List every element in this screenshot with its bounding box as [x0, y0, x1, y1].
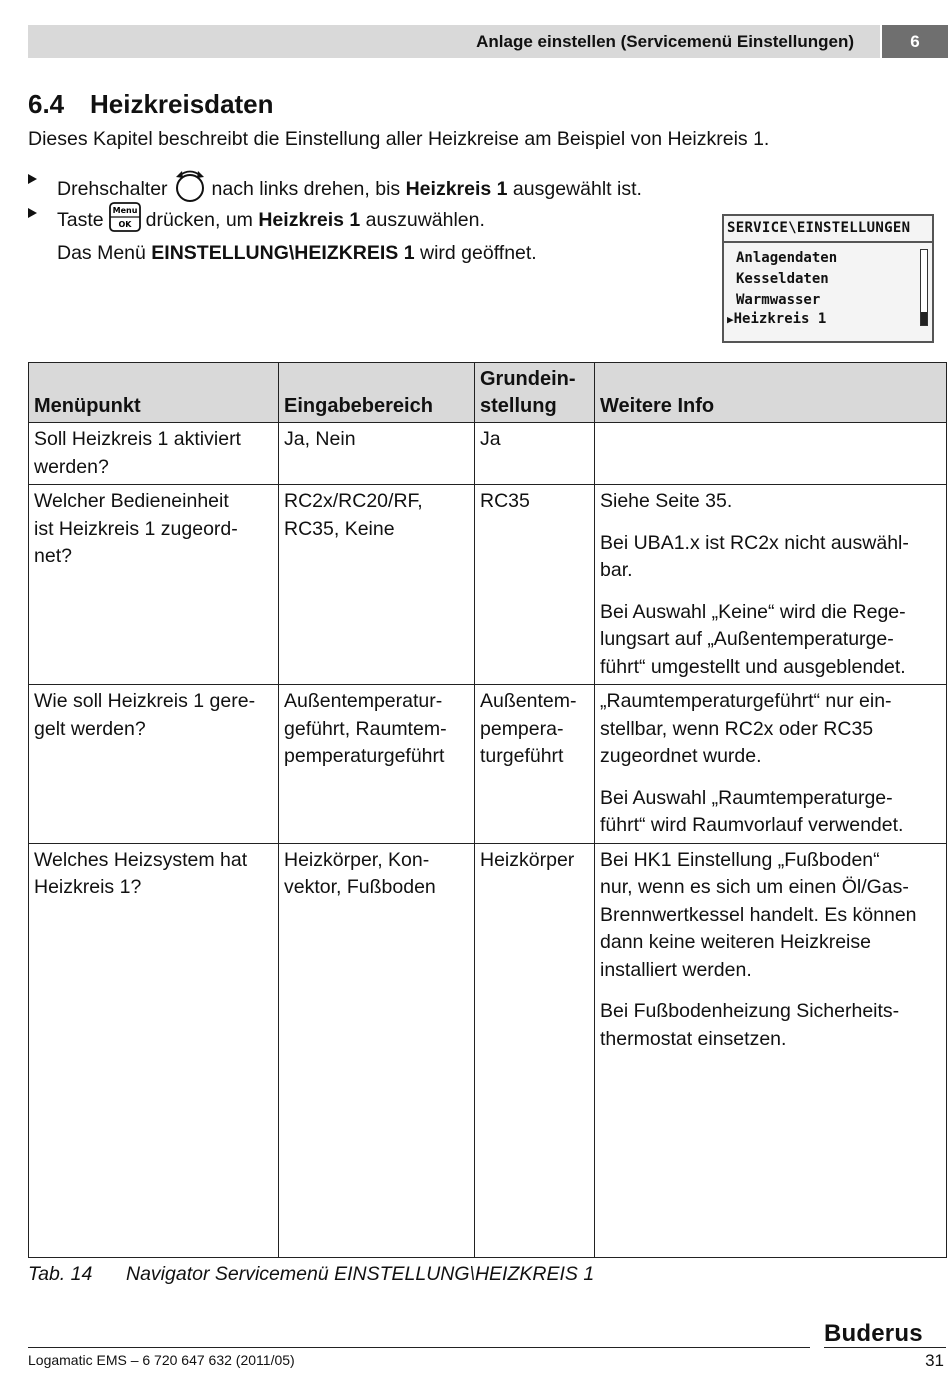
info-paragraph: Bei Auswahl „Keine“ wird die Rege- lungsart auf „Außentemperaturge- führt“ umgestellt und ausgeblendet. [600, 600, 906, 678]
column-header: Grundein- stellung [475, 363, 595, 423]
step-text: auszuwählen. [365, 209, 485, 232]
cell-menu: Welcher Bedieneinheit ist Heizkreis 1 zugeord- net? [29, 485, 279, 685]
table-caption [28, 1263, 594, 1286]
display-scrollbar-thumb [921, 312, 927, 325]
chapter-number: 6 [882, 25, 948, 58]
cell-menu: Welches Heizsystem hat Heizkreis 1? [29, 843, 279, 1258]
column-header: Eingabebereich [279, 363, 475, 423]
info-paragraph: Bei Auswahl „Raumtemperaturge- führt“ wird Raumvorlauf verwendet. [600, 786, 904, 836]
settings-table [28, 362, 947, 1258]
menu-ok-key-icon [109, 202, 141, 240]
step-text: nach links drehen, bis [211, 178, 401, 201]
cell-default: RC35 [475, 485, 595, 685]
cell-range: Ja, Nein [279, 423, 475, 485]
footer-divider [28, 1347, 810, 1348]
intro-text: Dieses Kapitel beschreibt die Einstellung aller Heizkreise am Beispiel von Heizkreis 1. [28, 128, 770, 150]
display-menu-item: Anlagendaten [736, 250, 838, 266]
section-title-text: Heizkreisdaten [90, 89, 274, 119]
cell-info [595, 485, 947, 685]
brand-logo: Buderus [824, 1320, 923, 1347]
page-number: 31 [925, 1351, 944, 1370]
column-header: Weitere Info [595, 363, 947, 423]
table-header-row [29, 363, 947, 423]
display-title: SERVICE\EINSTELLUNGEN [724, 216, 932, 243]
key-label-bottom: OK [118, 220, 132, 229]
step-bold-text: Heizkreis 1 [258, 209, 361, 232]
cell-range: Heizkörper, Kon- vektor, Fußboden [279, 843, 475, 1258]
display-menu-item-selected [727, 310, 826, 329]
footer-document-id: Logamatic EMS – 6 720 647 632 (2011/05) [28, 1352, 295, 1368]
info-paragraph: Siehe Seite 35. [600, 490, 733, 512]
display-menu-item-label: Heizkreis 1 [733, 311, 827, 327]
step-bold-text: Heizkreis 1 [405, 178, 508, 201]
cell-menu: Soll Heizkreis 1 aktiviert werden? [29, 423, 279, 485]
controller-display [722, 214, 934, 343]
table-row [29, 485, 947, 685]
header-title: Anlage einstellen (Servicemenü Einstellungen) [476, 32, 854, 51]
selection-arrow-icon: ▶ [727, 313, 734, 326]
key-label-top: Menu [112, 206, 137, 215]
section-title [28, 89, 274, 120]
step-text: Drehschalter [57, 178, 168, 201]
info-paragraph: Bei UBA1.x ist RC2x nicht auswähl- bar. [600, 531, 909, 581]
caption-text: Navigator Servicemenü EINSTELLUNG\HEIZKREIS 1 [126, 1263, 595, 1285]
cell-range: Außentemperatur- geführt, Raumtem- pemperaturgeführt [279, 685, 475, 844]
cell-range: RC2x/RC20/RF, RC35, Keine [279, 485, 475, 685]
header-bar [28, 25, 880, 58]
step-text: wird geöffnet. [420, 242, 537, 264]
table-row [29, 423, 947, 485]
cell-info [595, 843, 947, 1258]
cell-info [595, 685, 947, 844]
section-number: 6.4 [28, 89, 65, 119]
display-menu-item: Warmwasser [736, 292, 821, 308]
step-text: Taste [57, 209, 104, 232]
info-paragraph: Bei Fußbodenheizung Sicherheits- thermostat einsetzen. [600, 1000, 900, 1050]
display-menu-item: Kesseldaten [736, 271, 829, 287]
table-row [29, 685, 947, 844]
table-row [29, 843, 947, 1258]
column-header: Menüpunkt [29, 363, 279, 423]
info-paragraph: „Raumtemperaturgeführt“ nur ein- stellbar, wenn RC2x oder RC35 zugeordnet wurde. [600, 690, 892, 767]
display-scrollbar [920, 249, 928, 326]
caption-label: Tab. 14 [28, 1263, 93, 1285]
cell-info [595, 423, 947, 485]
bullet-arrow-icon [28, 174, 37, 184]
bullet-arrow-icon [28, 208, 37, 218]
info-paragraph: Bei HK1 Einstellung „Fußboden“ nur, wenn es sich um einen Öl/Gas- Brennwertkessel handelt. Es können dann keine weiteren Heizkreise installiert werden. [600, 848, 917, 981]
step-bold-text: EINSTELLUNG\HEIZKREIS 1 [151, 242, 415, 264]
cell-default: Heizkörper [475, 843, 595, 1258]
step-text: ausgewählt ist. [512, 178, 642, 201]
cell-default: Ja [475, 423, 595, 485]
footer-divider [824, 1347, 946, 1348]
cell-default: Außentem- pempera- turgeführt [475, 685, 595, 844]
step-text: Das Menü [57, 242, 146, 264]
instruction-step-2 [28, 202, 537, 267]
cell-menu: Wie soll Heizkreis 1 gere- gelt werden? [29, 685, 279, 844]
step-text: drücken, um [145, 209, 253, 232]
